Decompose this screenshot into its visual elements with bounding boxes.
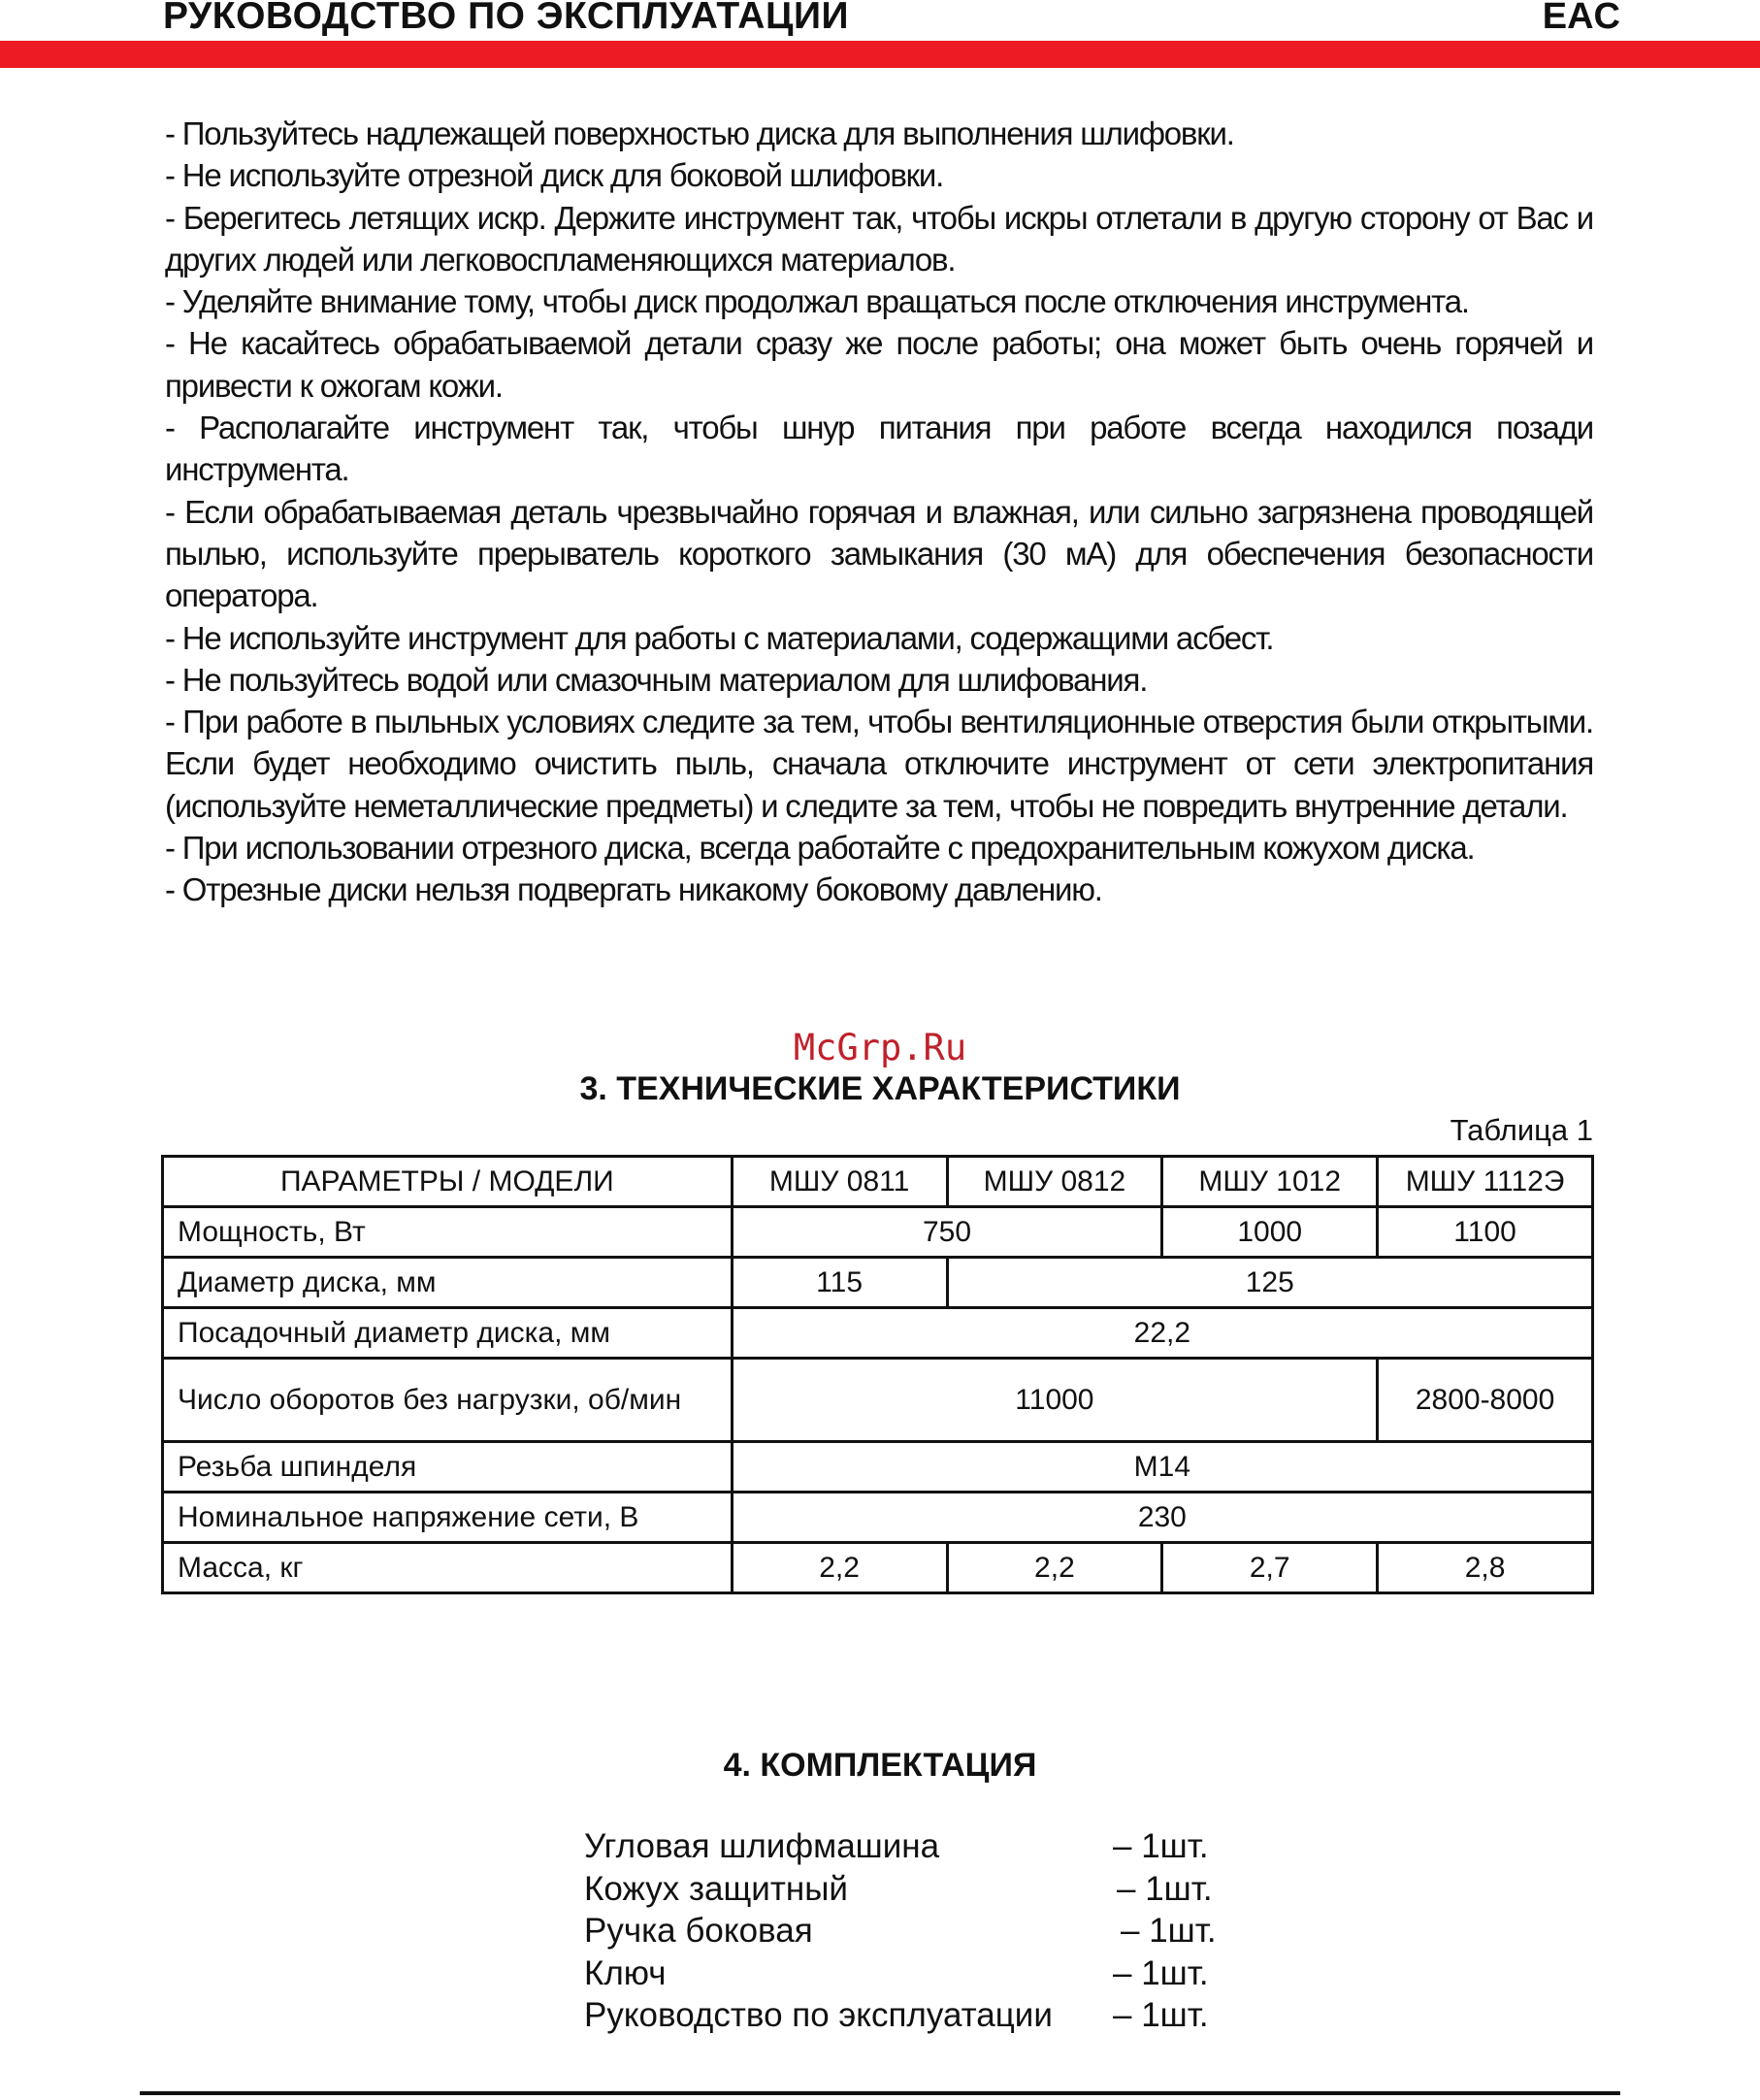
instruction-paragraph: - Пользуйтесь надлежащей поверхностью диска для выполнения шлифовки. xyxy=(165,115,1234,151)
safety-instructions xyxy=(165,113,1593,911)
kit-item-name: Угловая шлифмашина xyxy=(584,1827,940,1865)
specs-table xyxy=(161,1155,1594,1594)
instruction-paragraph: - При работе в пыльных условиях следите за тем, чтобы вентиляционные отверстия были открытыми. Если будет необходимо очистить пыль, сначала отключите инструмент от сети электропитания (используйте неметаллические предметы) и следите за тем, чтобы не повредить внутренние детали. xyxy=(165,704,1593,824)
header-cell: МШУ 0811 xyxy=(732,1157,947,1207)
row-label: Мощность, Вт xyxy=(163,1207,733,1258)
table-cell: 2,7 xyxy=(1162,1543,1378,1593)
table-cell: 2,2 xyxy=(947,1543,1162,1593)
footer-divider xyxy=(140,2091,1620,2095)
instruction-paragraph: - Если обрабатываемая деталь чрезвычайно горячая и влажная, или сильно загрязнена проводящей пылью, используйте прерыватель короткого замыкания (30 мА) для обеспечения безопасности оператора. xyxy=(165,493,1593,614)
table-cell: 11000 xyxy=(732,1359,1377,1442)
header-cell: ПАРАМЕТРЫ / МОДЕЛИ xyxy=(163,1157,733,1207)
header-cell: МШУ 1112Э xyxy=(1378,1157,1593,1207)
row-label: Число оборотов без нагрузки, об/мин xyxy=(163,1359,733,1442)
header-cell: МШУ 1012 xyxy=(1162,1157,1378,1207)
table-cell: 22,2 xyxy=(732,1308,1592,1359)
table-row xyxy=(163,1543,1593,1593)
table-row xyxy=(163,1258,1593,1308)
kit-item-name: Кожух защитный xyxy=(584,1869,848,1908)
table-cell: 1000 xyxy=(1162,1207,1378,1258)
table-cell: 750 xyxy=(732,1207,1162,1258)
table-cell: 1100 xyxy=(1378,1207,1593,1258)
kit-item-qty: – 1шт. xyxy=(1113,1827,1209,1865)
table-cell: 2800-8000 xyxy=(1378,1359,1593,1442)
table-cell: 125 xyxy=(947,1258,1593,1308)
table-cell: 230 xyxy=(732,1493,1592,1543)
instruction-paragraph: - Уделяйте внимание тому, чтобы диск продолжал вращаться после отключения инструмента. xyxy=(165,283,1469,320)
kit-item-name: Руководство по эксплуатации xyxy=(584,1996,1053,2034)
table-row xyxy=(163,1359,1593,1442)
row-label: Диаметр диска, мм xyxy=(163,1258,733,1308)
instruction-paragraph: - Располагайте инструмент так, чтобы шнур питания при работе всегда находился позади инструмента. xyxy=(165,410,1593,488)
kit-item-name: Ключ xyxy=(584,1953,667,1992)
instruction-paragraph: - При использовании отрезного диска, всегда работайте с предохранительным кожухом диска. xyxy=(165,830,1475,867)
row-label: Масса, кг xyxy=(163,1543,733,1593)
row-label: Номинальное напряжение сети, В xyxy=(163,1493,733,1543)
row-label: Резьба шпинделя xyxy=(163,1442,733,1493)
table-header-row xyxy=(163,1157,1593,1207)
section-3-title: 3. ТЕХНИЧЕСКИЕ ХАРАКТЕРИСТИКИ xyxy=(579,1070,1181,1107)
table-cell: 115 xyxy=(732,1258,947,1308)
instruction-paragraph: - Не пользуйтесь водой или смазочным материалом для шлифования. xyxy=(165,661,1148,698)
instruction-paragraph: - Не касайтесь обрабатываемой детали сразу же после работы; она может быть очень горячей и привести к ожогам кожи. xyxy=(165,325,1593,404)
header-title: РУКОВОДСТВО ПО ЭКСПЛУАТАЦИИ xyxy=(163,0,850,37)
instruction-paragraph: - Не используйте инструмент для работы с материалами, содержащими асбест. xyxy=(165,619,1274,656)
kit-item-qty: – 1шт. xyxy=(1113,1996,1209,2034)
kit-item-qty: – 1шт. xyxy=(1117,1869,1213,1908)
table-caption: Таблица 1 xyxy=(1450,1113,1593,1147)
eac-mark: EAC xyxy=(1542,0,1620,37)
table-row xyxy=(163,1308,1593,1359)
table-row xyxy=(163,1442,1593,1493)
table-row xyxy=(163,1493,1593,1543)
instruction-paragraph: - Берегитесь летящих искр. Держите инструмент так, чтобы искры отлетали в другую сторону от Вас и других людей или легковоспламеняющихся материалов. xyxy=(165,199,1593,278)
watermark: McGrp.Ru xyxy=(793,1027,967,1068)
table-row xyxy=(163,1207,1593,1258)
table-cell: 2,2 xyxy=(732,1543,947,1593)
section-4-title: 4. КОМПЛЕКТАЦИЯ xyxy=(723,1747,1037,1784)
header-cell: МШУ 0812 xyxy=(947,1157,1162,1207)
instruction-paragraph: - Отрезные диски нельзя подвергать никакому боковому давлению. xyxy=(165,871,1102,908)
table-cell: М14 xyxy=(732,1442,1592,1493)
kit-item-qty: – 1шт. xyxy=(1113,1953,1209,1992)
table-cell: 2,8 xyxy=(1378,1543,1593,1593)
kit-item-qty: – 1шт. xyxy=(1121,1912,1217,1950)
instruction-paragraph: - Не используйте отрезной диск для боковой шлифовки. xyxy=(165,157,944,194)
row-label: Посадочный диаметр диска, мм xyxy=(163,1308,733,1359)
kit-item-name: Ручка боковая xyxy=(584,1912,813,1950)
header-red-bar xyxy=(0,41,1760,68)
